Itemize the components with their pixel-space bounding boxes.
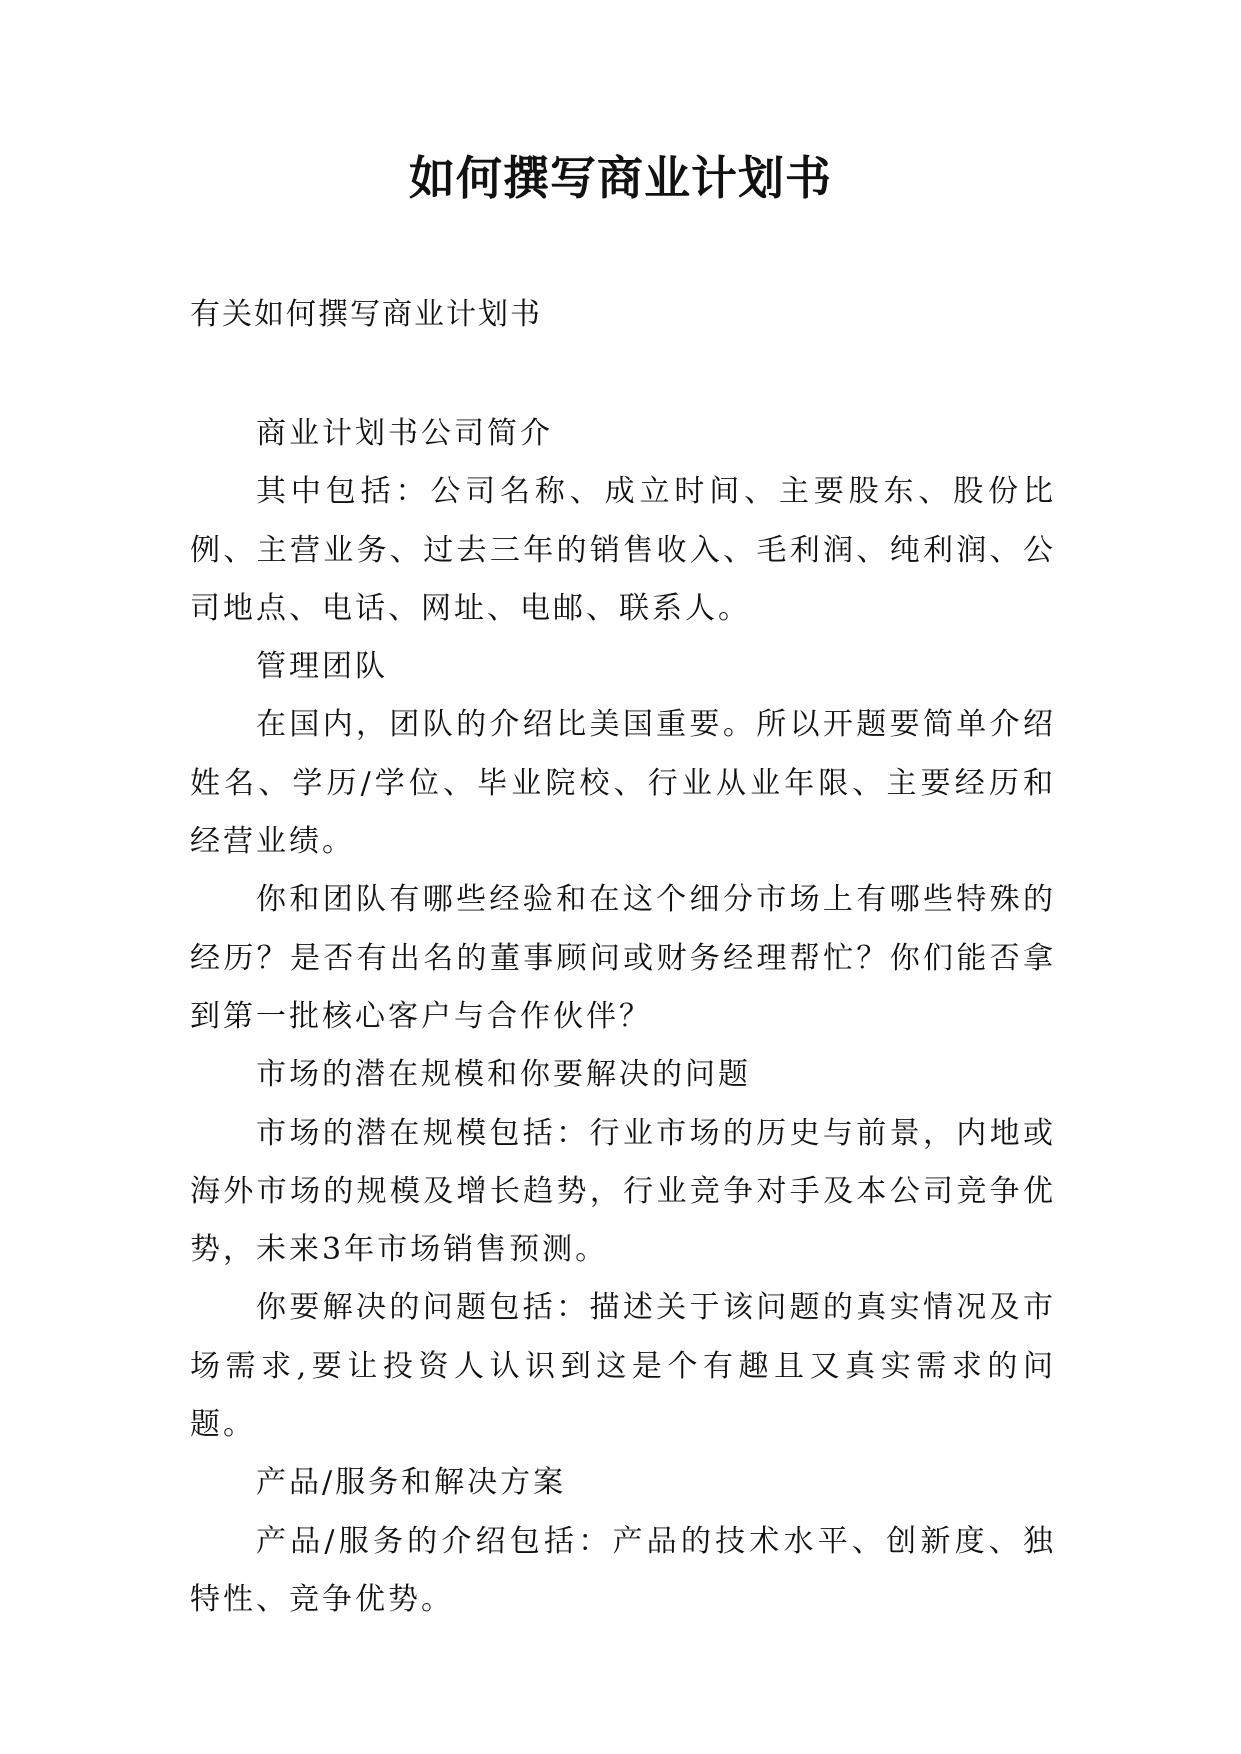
section-heading-management-team: 管理团队 (256, 649, 388, 685)
paragraph-team-intro: 在国内，团队的介绍比美国重要。所以开题要简单介绍姓名、学历/学位、毕业院校、行业从业年限、主要经历和经营业绩。 (190, 707, 1056, 860)
section-heading-company-intro: 商业计划书公司简介 (256, 416, 553, 451)
paragraph-market-size: 市场的潜在规模包括：行业市场的历史与前景，内地或海外市场的规模及增长趋势，行业竞争对手及本公司竞争优势，未来3年市场销售预测。 (190, 1115, 1056, 1268)
paragraph-team-experience: 你和团队有哪些经验和在这个细分市场上有哪些特殊的经历？是否有出名的董事顾问或财务经理帮忙？你们能否拿到第一批核心客户与合作伙伴？ (190, 882, 1056, 1034)
paragraph-company-intro: 其中包括：公司名称、成立时间、主要股东、股份比例、主营业务、过去三年的销售收入、毛利润、纯利润、公司地点、电话、网址、电邮、联系人。 (190, 474, 1056, 626)
paragraph-product: 产品/服务的介绍包括：产品的技术水平、创新度、独特性、竞争优势。 (190, 1523, 1056, 1617)
paragraph-problem: 你要解决的问题包括：描述关于该问题的真实情况及市场需求,要让投资人认识到这是个有趣且又真实需求的问题。 (190, 1290, 1056, 1443)
document-body (190, 405, 1056, 1629)
section-heading-market: 市场的潜在规模和你要解决的问题 (256, 1057, 751, 1093)
section-heading-product: 产品/服务和解决方案 (256, 1465, 567, 1501)
document-subtitle: 有关如何撰写商业计划书 (190, 297, 542, 332)
document-title: 如何撰写商业计划书 (409, 151, 832, 205)
